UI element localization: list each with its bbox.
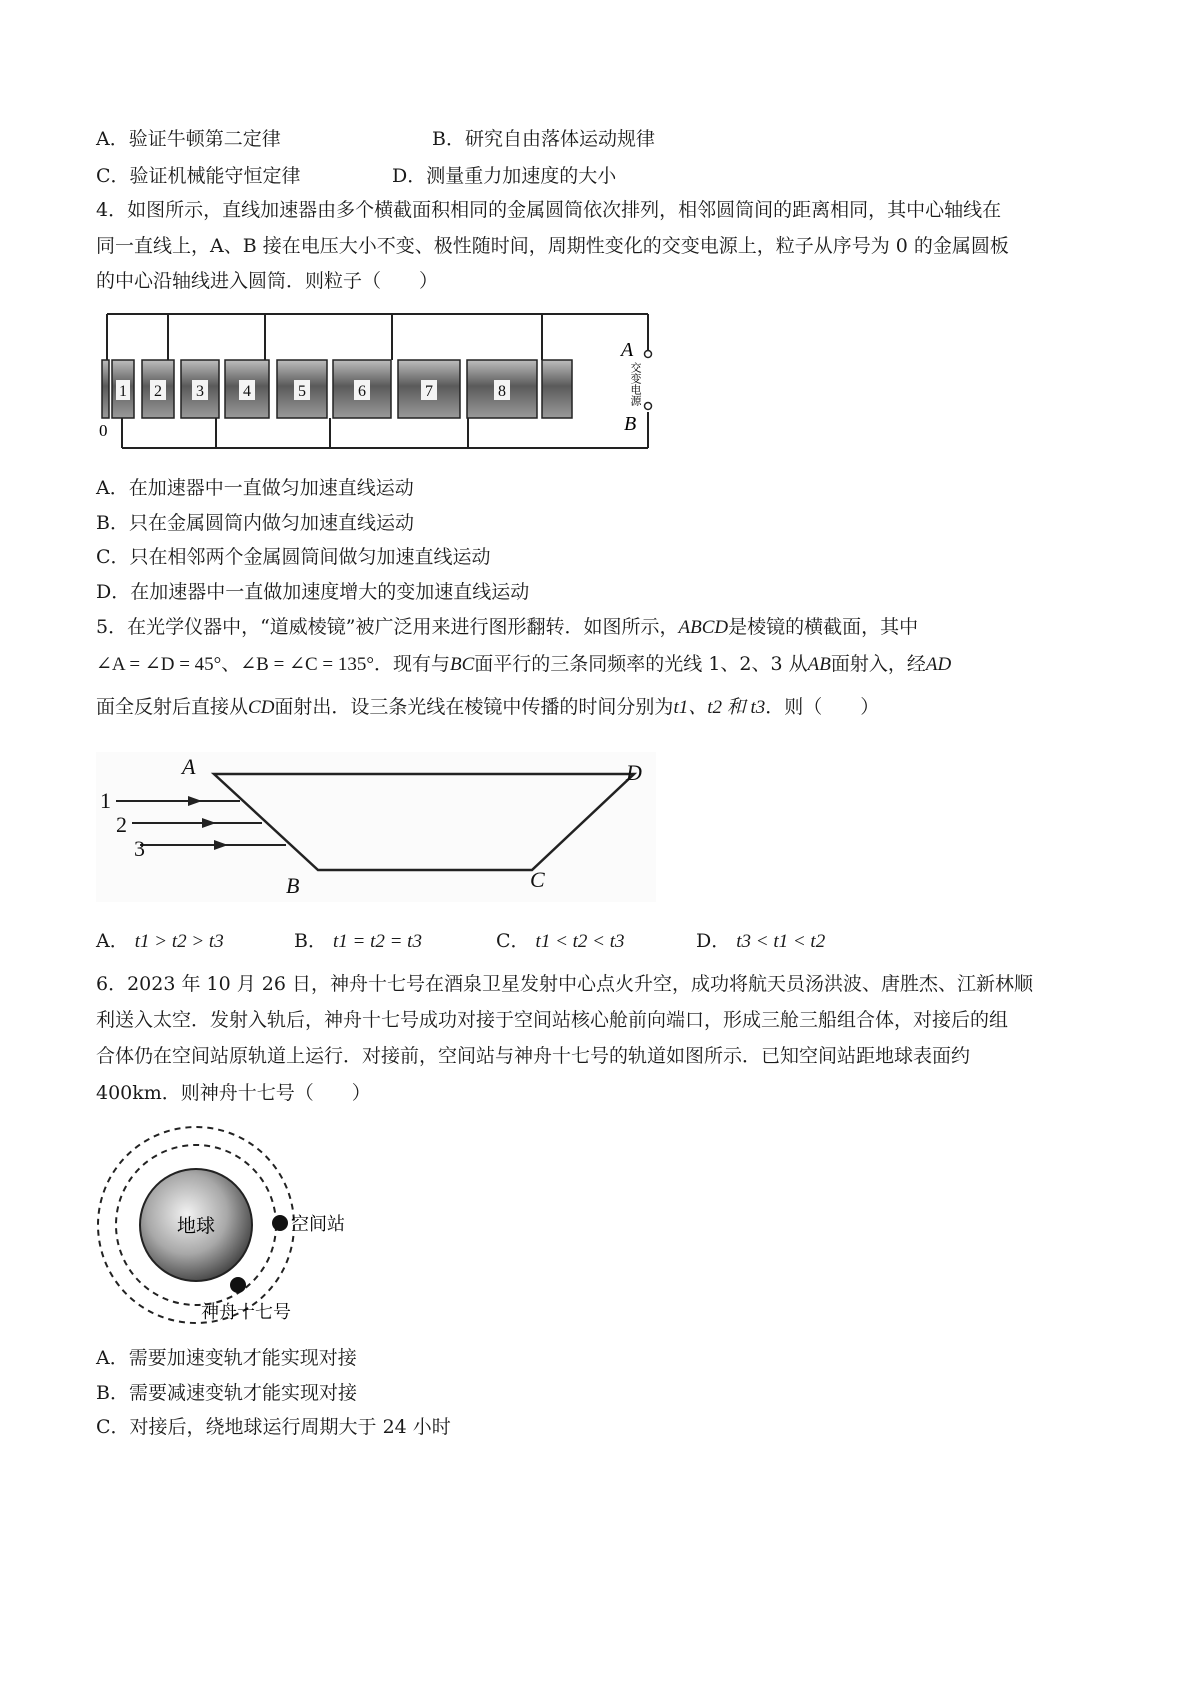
q5-option-c-label: C． bbox=[496, 930, 530, 952]
plate-0-label: 0 bbox=[99, 421, 108, 440]
q5-stem-text: 面射出．设三条光线在棱镜中传播的时间分别为 bbox=[274, 696, 674, 718]
tube-7-label: 7 bbox=[425, 383, 433, 400]
ac-source-label: 交变电源 bbox=[629, 362, 641, 406]
earth-label: 地球 bbox=[176, 1216, 216, 1237]
q5-option-c bbox=[496, 927, 625, 956]
q5-stem-text: 面平行的三条同频率的光线 1、2、3 从 bbox=[474, 653, 808, 675]
q6-option-c: C．对接后，绕地球运行周期大于 24 小时 bbox=[96, 1416, 451, 1438]
terminal-b-label: B bbox=[624, 413, 637, 435]
vertex-b-label: B bbox=[286, 873, 300, 898]
q5-stem-text: ．现有与 bbox=[373, 653, 450, 675]
ray-1-label: 1 bbox=[100, 788, 111, 813]
shenzhou-17-dot bbox=[230, 1277, 246, 1293]
tube-5-label: 5 bbox=[298, 383, 306, 400]
linear-accelerator-figure bbox=[96, 300, 666, 496]
q4-stem-line-2: 同一直线上，A、B 接在电压大小不变、极性随时间，周期性变化的交变电源上，粒子从序号为 0 的金属圆板 bbox=[96, 235, 1009, 257]
q5-stem-text: 面射入，经 bbox=[830, 653, 926, 675]
tube-2-label: 2 bbox=[154, 383, 162, 400]
top-wire bbox=[107, 314, 648, 360]
q5-option-c-expr: t1 < t2 < t3 bbox=[535, 931, 625, 952]
q6-stem-line-1: 6．2023 年 10 月 26 日，神舟十七号在酒泉卫星发射中心点火升空，成功将航天员汤洪波、唐胜杰、江新林顺 bbox=[96, 973, 1033, 995]
q5-stem-line-1 bbox=[96, 613, 918, 642]
space-station-label: 空间站 bbox=[291, 1214, 345, 1234]
tube-1-label: 1 bbox=[119, 383, 127, 400]
tube-8-label: 8 bbox=[498, 383, 506, 400]
q3-option-d: D．测量重力加速度的大小 bbox=[392, 165, 617, 187]
q4-option-b: B．只在金属圆筒内做匀加速直线运动 bbox=[96, 512, 414, 534]
q4-option-c: C．只在相邻两个金属圆筒间做匀加速直线运动 bbox=[96, 546, 491, 568]
q5-option-b-expr: t1 = t2 = t3 bbox=[332, 931, 422, 952]
q6-stem-line-2: 利送入太空．发射入轨后，神舟十七号成功对接于空间站核心舱前向端口，形成三舱三船组合体，对接后的组 bbox=[96, 1009, 1009, 1031]
q5-option-b bbox=[294, 927, 422, 956]
q5-stem-line-2 bbox=[96, 650, 951, 679]
q4-stem-line-3: 的中心沿轴线进入圆筒．则粒子（ ） bbox=[96, 270, 439, 292]
dove-prism-figure bbox=[96, 752, 656, 902]
vertex-d-label: D bbox=[626, 760, 642, 785]
q4-option-a: A．在加速器中一直做匀加速直线运动 bbox=[96, 477, 414, 499]
q5-stem-text: 是棱镜的横截面，其中 bbox=[728, 616, 919, 638]
q6-stem-line-3: 合体仍在空间站原轨道上运行．对接前，空间站与神舟十七号的轨道如图所示．已知空间站距地球表面约 bbox=[96, 1045, 971, 1067]
q3-option-a: A．验证牛顿第二定律 bbox=[96, 128, 281, 150]
tube-partial bbox=[542, 360, 572, 418]
q3-option-b: B．研究自由落体运动规律 bbox=[432, 128, 655, 150]
ray-3-label: 3 bbox=[134, 836, 145, 861]
q5-stem-line-3 bbox=[96, 693, 879, 722]
shenzhou-17-label: 神舟十七号 bbox=[201, 1302, 291, 1322]
q6-option-b: B．需要减速变轨才能实现对接 bbox=[96, 1382, 357, 1404]
q5-option-d-expr: t3 < t1 < t2 bbox=[736, 931, 826, 952]
q5-option-b-label: B． bbox=[294, 930, 327, 952]
tube-4-label: 4 bbox=[243, 383, 251, 400]
q5-angle-relations: ∠A = ∠D = 45°、∠B = ∠C = 135° bbox=[96, 654, 374, 675]
q5-ad-symbol: AD bbox=[925, 654, 952, 675]
q5-option-a-label: A． bbox=[96, 930, 129, 952]
q5-option-d bbox=[696, 927, 825, 956]
orbit-figure bbox=[96, 1120, 396, 1350]
tube-3-label: 3 bbox=[196, 383, 204, 400]
q5-cd-symbol: CD bbox=[248, 697, 275, 718]
q5-option-a-expr: t1 > t2 > t3 bbox=[134, 931, 224, 952]
q5-abcd-symbol: ABCD bbox=[678, 617, 729, 638]
space-station-dot bbox=[272, 1215, 288, 1231]
vertex-a-label: A bbox=[182, 754, 196, 779]
terminal-a-dot bbox=[645, 351, 652, 358]
q5-bc-symbol: BC bbox=[450, 654, 475, 675]
q4-option-d: D．在加速器中一直做加速度增大的变加速直线运动 bbox=[96, 581, 530, 603]
q5-option-d-label: D． bbox=[696, 930, 731, 952]
terminal-b-dot bbox=[645, 403, 652, 410]
terminal-a-label: A bbox=[621, 339, 634, 361]
plate-0 bbox=[102, 360, 109, 418]
q4-stem-line-1: 4．如图所示，直线加速器由多个横截面积相同的金属圆筒依次排列，相邻圆筒间的距离相同，其中心轴线在 bbox=[96, 199, 1002, 221]
q5-stem-text: 5．在光学仪器中，“道威棱镜”被广泛用来进行图形翻转．如图所示， bbox=[96, 616, 679, 638]
q6-stem-line-4: 400km．则神舟十七号（ ） bbox=[96, 1082, 371, 1104]
q3-option-c: C．验证机械能守恒定律 bbox=[96, 165, 301, 187]
q5-option-a bbox=[96, 927, 224, 956]
vertex-c-label: C bbox=[530, 867, 545, 892]
q5-ab-symbol: AB bbox=[807, 654, 831, 675]
q5-time-symbols: t1、t2 和 t3 bbox=[673, 697, 766, 718]
q6-option-a: A．需要加速变轨才能实现对接 bbox=[96, 1347, 357, 1369]
q5-stem-text: ．则（ ） bbox=[765, 696, 880, 718]
tube-6-label: 6 bbox=[358, 383, 366, 400]
ray-2-label: 2 bbox=[116, 812, 127, 837]
q5-stem-text: 面全反射后直接从 bbox=[96, 696, 249, 718]
